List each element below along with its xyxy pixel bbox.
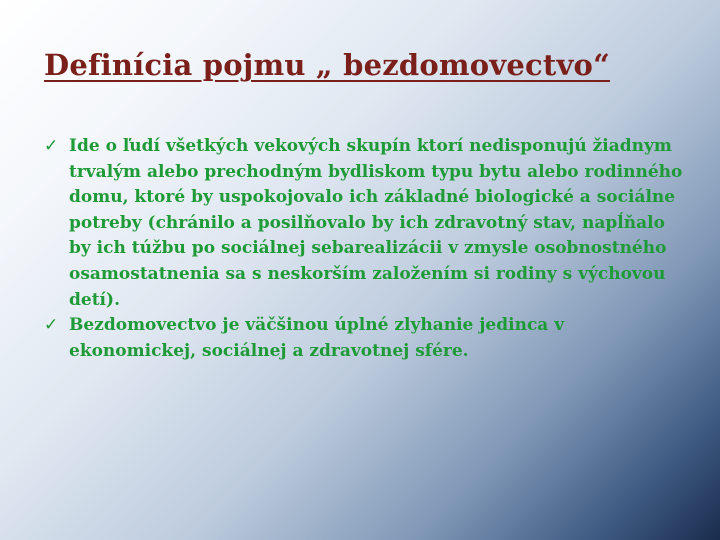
check-icon: ✓ <box>44 136 59 156</box>
bullet-text-2: Bezdomovectvo je väčšinou úplné zlyhanie jedinca v ekonomickej, sociálnej a zdravotnej sfére. <box>69 315 565 361</box>
slide-title: Definícia pojmu „ bezdomovectvo“ <box>44 48 610 82</box>
check-icon: ✓ <box>44 315 59 336</box>
bullet-item-1 <box>44 134 684 313</box>
bullet-item-2 <box>44 313 684 364</box>
bullet-list <box>44 134 684 364</box>
bullet-text-1: Ide o ľudí všetkých vekových skupín ktorí nedisponujú žiadnym trvalým alebo prechodným bydliskom typu bytu alebo rodinného domu, ktoré by uspokojovalo ich základné biologické a sociálne potreby (chránilo a posilňovalo by ich zdravotný stav, napĺňalo by ich túžbu po sociálnej sebarealizácii v zmysle osobnostného osamostatnenia sa s neskorším založením si rodiny s výchovou detí) <box>69 136 683 310</box>
bullet-end-punct: . <box>114 289 120 310</box>
